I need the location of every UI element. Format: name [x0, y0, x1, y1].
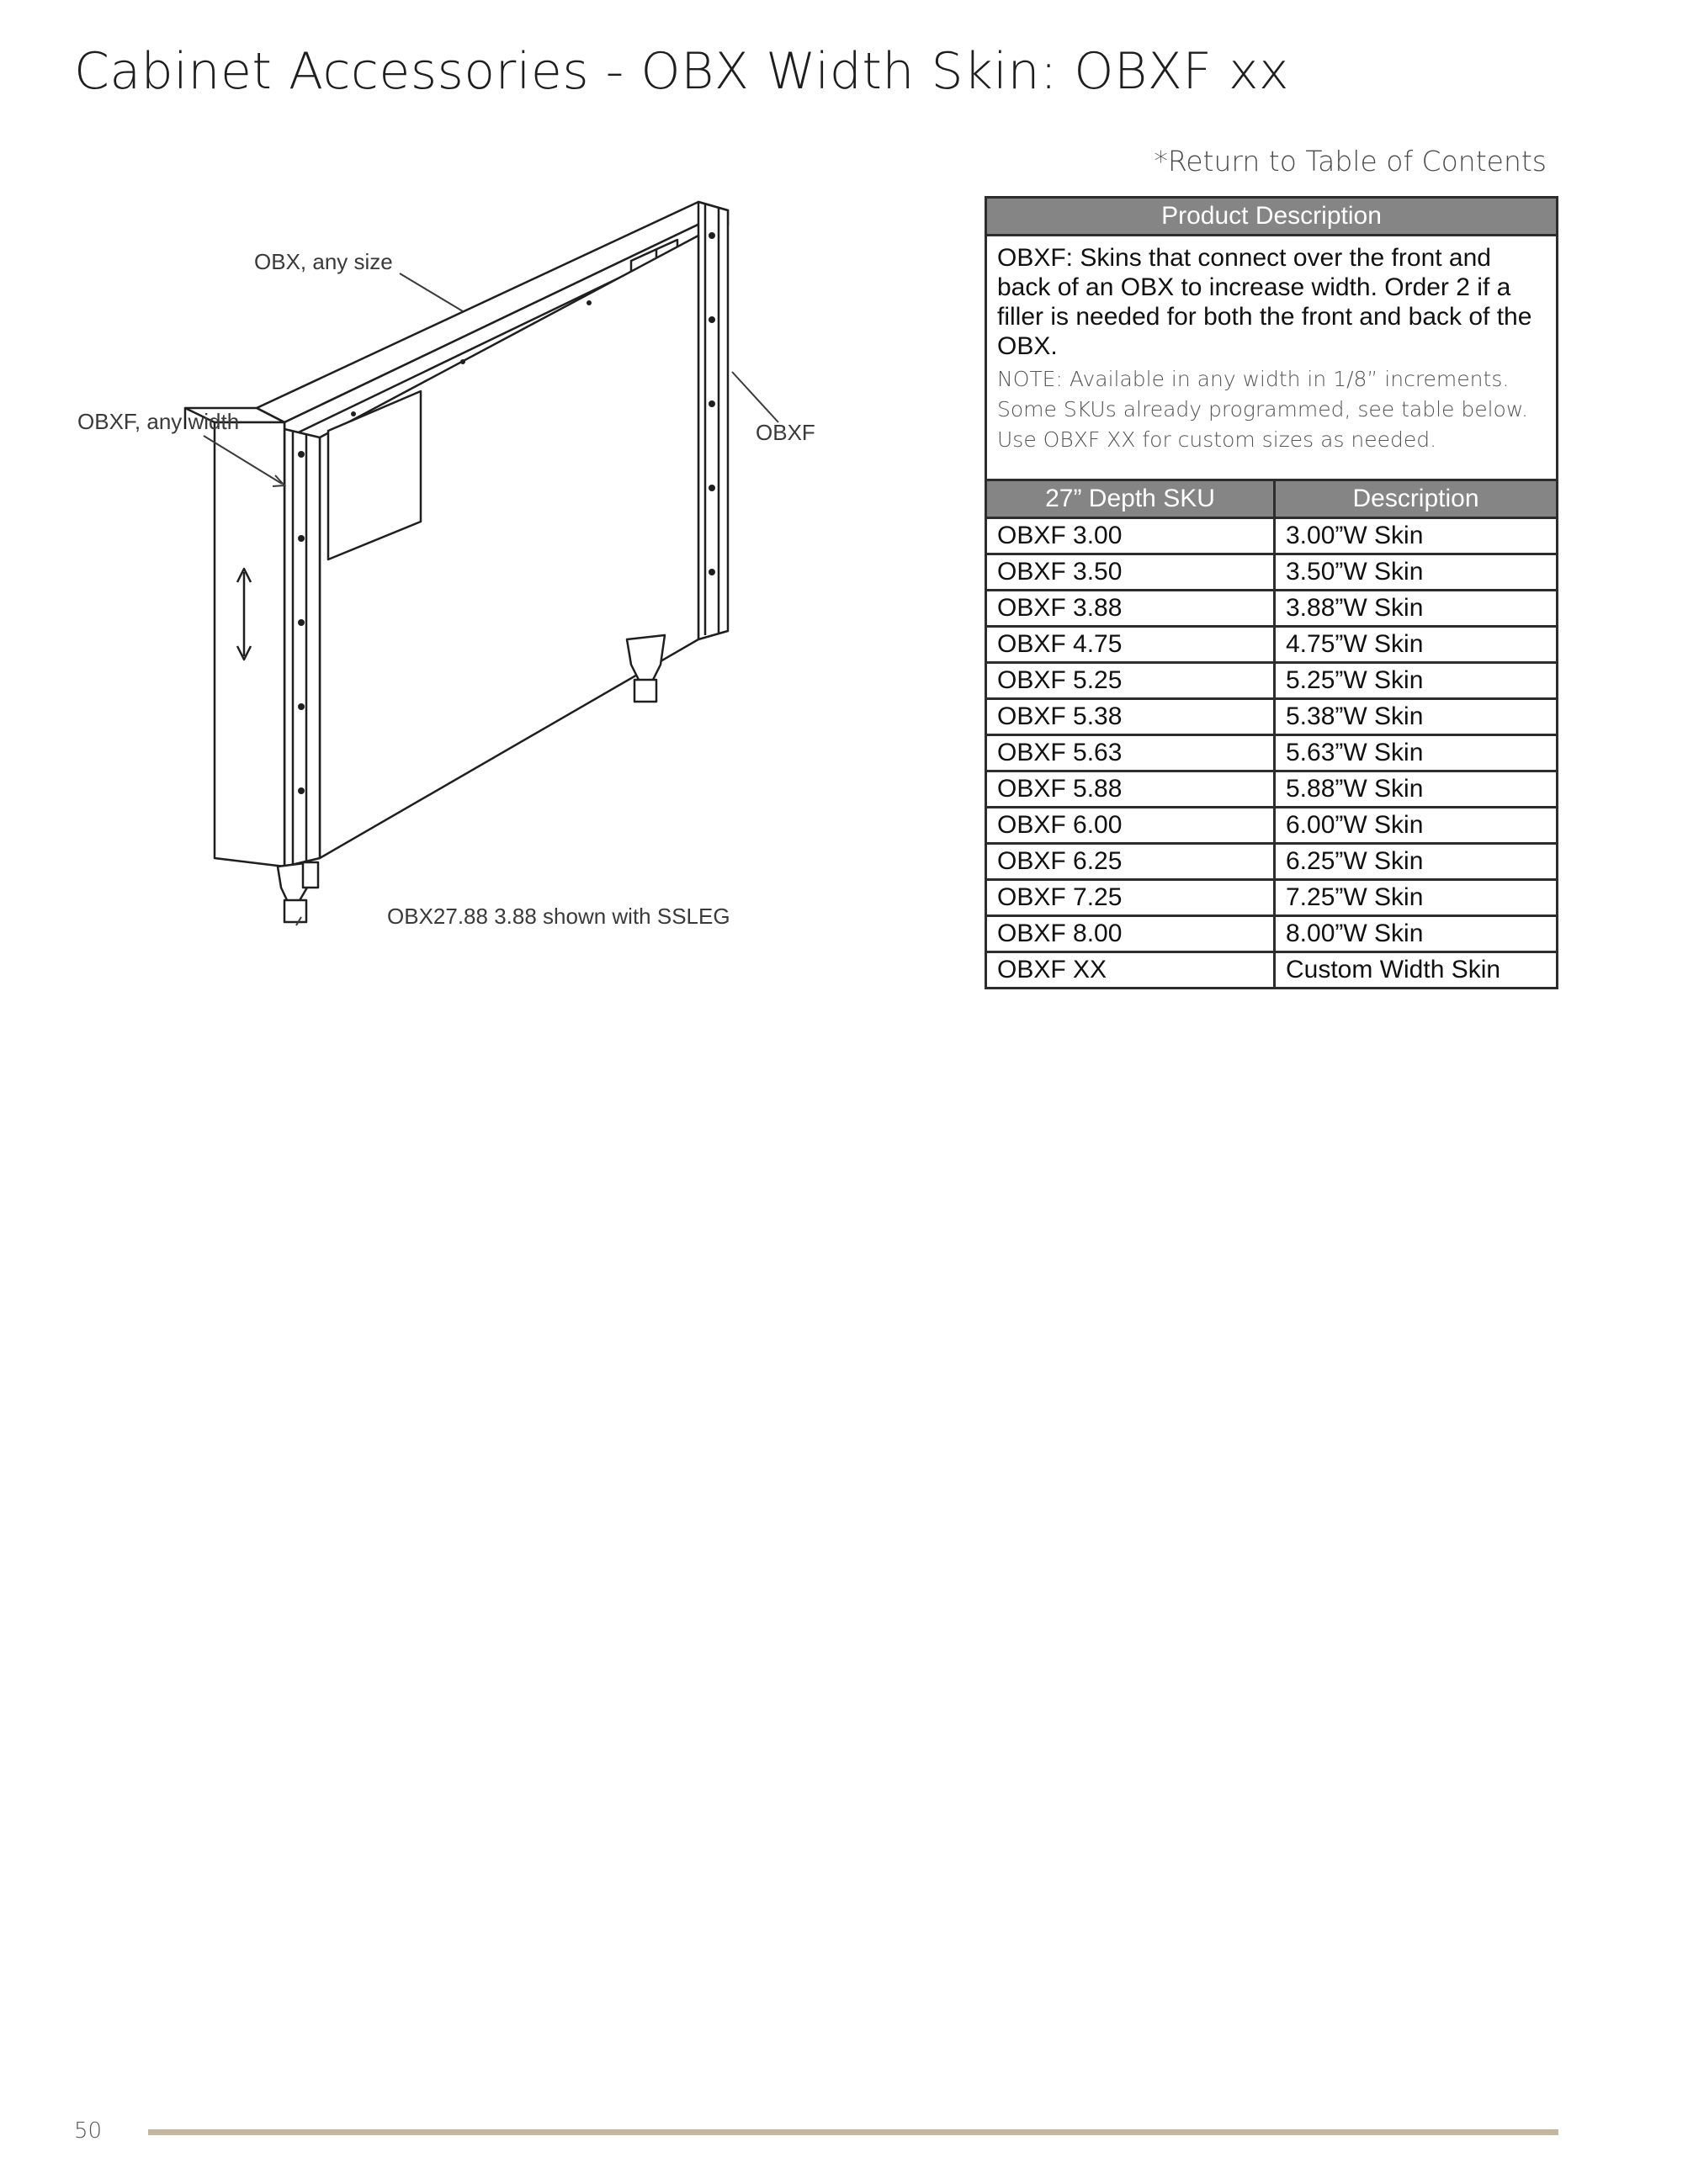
- description-cell: 5.25”W Skin: [1275, 663, 1558, 699]
- table-row: [986, 554, 1558, 591]
- table-row: [986, 699, 1558, 735]
- description-cell: 3.50”W Skin: [1275, 554, 1558, 591]
- product-description-cell: [986, 236, 1558, 480]
- description-cell: 3.00”W Skin: [1275, 518, 1558, 554]
- sku-cell: OBXF 4.75: [986, 627, 1275, 663]
- table-row: [986, 952, 1558, 989]
- column-header-description: Description: [1275, 480, 1558, 518]
- table-row: [986, 627, 1558, 663]
- product-description-text: OBXF: Skins that connect over the front and back of an OBX to increase width. Order 2 if a filler is needed for both the front and back of the OBX.: [997, 244, 1532, 360]
- column-header-sku: 27” Depth SKU: [986, 480, 1275, 518]
- label-obxf-any-width: OBXF, any width: [77, 409, 240, 434]
- description-cell: 5.63”W Skin: [1275, 735, 1558, 771]
- sku-cell: OBXF 7.25: [986, 880, 1275, 916]
- table-row: [986, 663, 1558, 699]
- sku-cell: OBXF 3.50: [986, 554, 1275, 591]
- sku-cell: OBXF 5.63: [986, 735, 1275, 771]
- table-row: [986, 591, 1558, 627]
- footer-rule: [148, 2129, 1558, 2135]
- cabinet-diagram: [76, 185, 858, 959]
- sku-cell: OBXF 3.88: [986, 591, 1275, 627]
- label-obxf: OBXF: [756, 420, 815, 445]
- sku-cell: OBXF 6.25: [986, 844, 1275, 880]
- sku-cell: OBXF 8.00: [986, 916, 1275, 952]
- table-row: [986, 518, 1558, 554]
- description-cell: 3.88”W Skin: [1275, 591, 1558, 627]
- sku-cell: OBXF 3.00: [986, 518, 1275, 554]
- table-row: [986, 880, 1558, 916]
- description-cell: 8.00”W Skin: [1275, 916, 1558, 952]
- sku-cell: OBXF 6.00: [986, 808, 1275, 844]
- table-row: [986, 771, 1558, 808]
- table-row: [986, 735, 1558, 771]
- label-obx: OBX, any size: [254, 249, 393, 274]
- table-row: [986, 844, 1558, 880]
- table-row: [986, 808, 1558, 844]
- return-to-toc-link[interactable]: *Return to Table of Contents: [1154, 145, 1547, 178]
- table-row: [986, 916, 1558, 952]
- sku-cell: OBXF 5.38: [986, 699, 1275, 735]
- product-table: [985, 196, 1558, 989]
- description-cell: 5.88”W Skin: [1275, 771, 1558, 808]
- sku-cell: OBXF 5.25: [986, 663, 1275, 699]
- product-description-header: Product Description: [986, 198, 1558, 236]
- description-cell: 5.38”W Skin: [1275, 699, 1558, 735]
- sku-cell: OBXF XX: [986, 952, 1275, 989]
- description-cell: 6.25”W Skin: [1275, 844, 1558, 880]
- product-note-text: NOTE: Available in any width in 1/8” increments. Some SKUs already programmed, see table below. Use OBXF XX for custom sizes as needed.: [997, 367, 1528, 452]
- description-cell: Custom Width Skin: [1275, 952, 1558, 989]
- sku-cell: OBXF 5.88: [986, 771, 1275, 808]
- page-title: Cabinet Accessories - OBX Width Skin: OBXF xx: [74, 42, 1289, 101]
- diagram-caption: OBX27.88 3.88 shown with SSLEG: [387, 904, 730, 929]
- page-number: 50: [74, 2118, 103, 2144]
- description-cell: 4.75”W Skin: [1275, 627, 1558, 663]
- description-cell: 7.25”W Skin: [1275, 880, 1558, 916]
- description-cell: 6.00”W Skin: [1275, 808, 1558, 844]
